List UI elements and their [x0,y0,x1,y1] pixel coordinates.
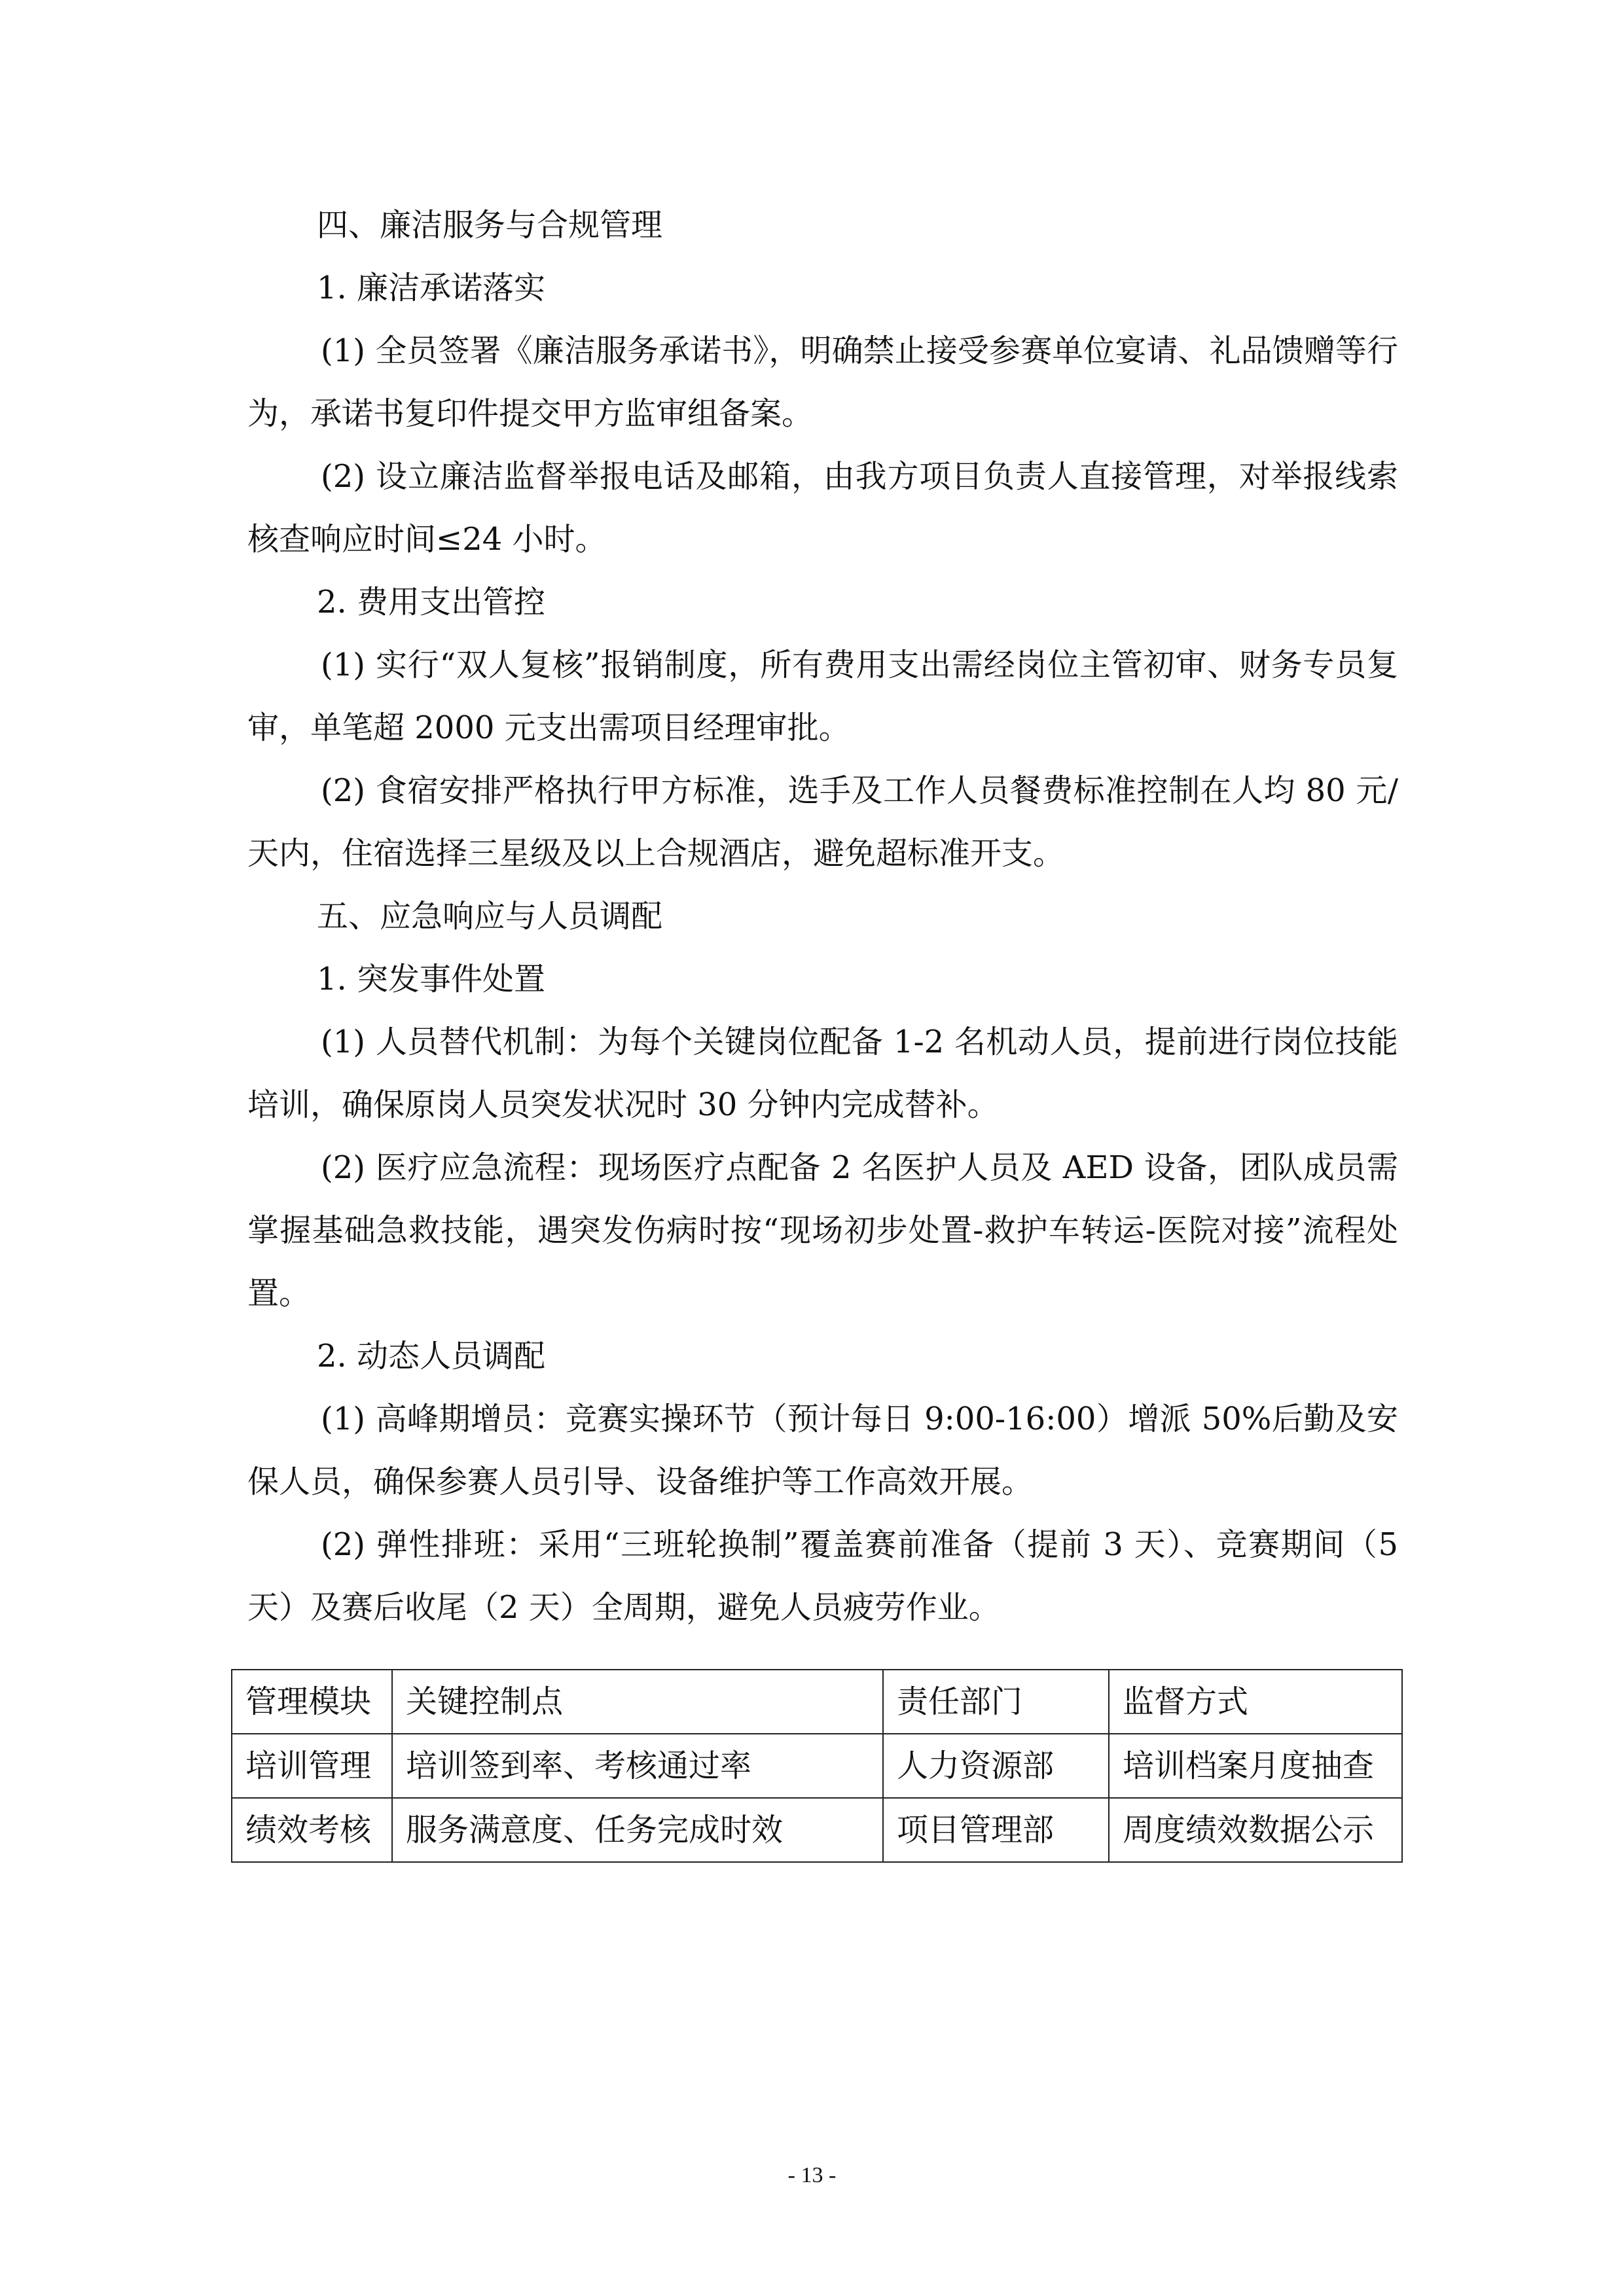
document-body [247,194,1398,1639]
paragraph: (1) 人员替代机制：为每个关键岗位配备 1-2 名机动人员，提前进行岗位技能培训，确保原岗人员突发状况时 30 分钟内完成替补。 [247,1024,1398,1123]
table-cell: 培训管理 [232,1734,392,1798]
subheading-emergency-handling: 1. 突发事件处置 [317,961,546,997]
table-cell: 项目管理部 [883,1798,1109,1862]
table-header-cell: 管理模块 [232,1670,392,1734]
table-row [232,1798,1402,1862]
paragraph: (2) 设立廉洁监督举报电话及邮箱，由我方项目负责人直接管理，对举报线索核查响应时间≤24 小时。 [247,458,1398,558]
table-cell: 培训签到率、考核通过率 [392,1734,883,1798]
paragraph: (1) 高峰期增员：竞赛实操环节（预计每日 9:00-16:00）增派 50%后勤及安保人员，确保参赛人员引导、设备维护等工作高效开展。 [247,1401,1398,1500]
table-header-cell: 关键控制点 [392,1670,883,1734]
management-table [231,1669,1403,1863]
table-cell: 人力资源部 [883,1734,1109,1798]
section-heading-5: 五、应急响应与人员调配 [317,898,663,935]
paragraph: (2) 食宿安排严格执行甲方标准，选手及工作人员餐费标准控制在人均 80 元/天内，住宿选择三星级及以上合规酒店，避免超标准开支。 [247,772,1398,872]
page-number: - 13 - [787,2163,837,2187]
table-row [232,1734,1402,1798]
table-cell: 绩效考核 [232,1798,392,1862]
subheading-dynamic-staffing: 2. 动态人员调配 [317,1338,546,1374]
table-cell: 周度绩效数据公示 [1109,1798,1402,1862]
paragraph: (1) 全员签署《廉洁服务承诺书》，明确禁止接受参赛单位宴请、礼品馈赠等行为，承诺书复印件提交甲方监审组备案。 [247,332,1398,432]
paragraph: (2) 弹性排班：采用“三班轮换制”覆盖赛前准备（提前 3 天）、竞赛期间（5 天）及赛后收尾（2 天）全周期，避免人员疲劳作业。 [247,1526,1398,1626]
paragraph: (1) 实行“双人复核”报销制度，所有费用支出需经岗位主管初审、财务专员复审，单笔超 2000 元支出需项目经理审批。 [247,647,1398,746]
table-header-row [232,1670,1402,1734]
paragraph: (2) 医疗应急流程：现场医疗点配备 2 名医护人员及 AED 设备，团队成员需掌握基础急救技能，遇突发伤病时按“现场初步处置-救护车转运-医院对接”流程处置。 [247,1149,1398,1312]
table-header-cell: 责任部门 [883,1670,1109,1734]
table-cell: 服务满意度、任务完成时效 [392,1798,883,1862]
section-heading-4: 四、廉洁服务与合规管理 [317,207,663,243]
table-header-cell: 监督方式 [1109,1670,1402,1734]
subheading-integrity-commitment: 1. 廉洁承诺落实 [317,270,546,306]
subheading-expense-control: 2. 费用支出管控 [317,584,546,620]
table-cell: 培训档案月度抽查 [1109,1734,1402,1798]
